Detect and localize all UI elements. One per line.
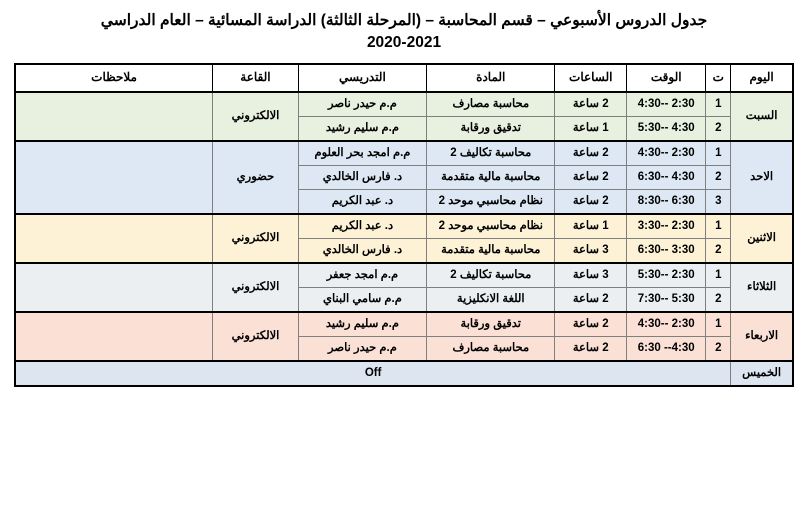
table-row [15,312,793,337]
row-teacher-cell: د. عبد الكريم [298,214,426,239]
row-index-cell: 2 [706,238,731,263]
day-name-cell: الاثنين [731,214,793,263]
table-body [15,92,793,386]
header-teacher: التدريسي [298,64,426,92]
row-index-cell: 3 [706,189,731,214]
row-teacher-cell: م.م حيدر ناصر [298,92,426,117]
day-name-cell: السبت [731,92,793,141]
row-subject-cell: محاسبة تكاليف 2 [427,141,555,166]
row-teacher-cell: م.م حيدر ناصر [298,336,426,361]
row-subject-cell: اللغة الانكليزية [427,287,555,312]
row-hours-cell: 3 ساعة [555,238,627,263]
notes-cell [15,92,213,141]
header-day: اليوم [731,64,793,92]
row-index-cell: 2 [706,165,731,189]
row-hours-cell: 2 ساعة [555,189,627,214]
row-index-cell: 1 [706,214,731,239]
row-teacher-cell: م.م امجد بحر العلوم [298,141,426,166]
page-title [14,10,794,55]
row-index-cell: 1 [706,92,731,117]
day-name-cell: الثلاثاء [731,263,793,312]
row-hours-cell: 2 ساعة [555,92,627,117]
table-header [15,64,793,92]
row-time-cell: 5:30 --7:30 [627,287,706,312]
header-time: الوقت [627,64,706,92]
header-hall: القاعة [213,64,299,92]
row-subject-cell: محاسبة تكاليف 2 [427,263,555,288]
row-index-cell: 2 [706,336,731,361]
notes-cell [15,141,213,214]
row-time-cell: 2:30 --5:30 [627,263,706,288]
header-row [15,64,793,92]
row-hours-cell: 3 ساعة [555,263,627,288]
row-hours-cell: 2 ساعة [555,141,627,166]
row-teacher-cell: م.م سليم رشيد [298,116,426,141]
title-line-2: 2020-2021 [366,34,442,52]
hall-cell: الالكتروني [213,263,299,312]
header-hours: الساعات [555,64,627,92]
row-index-cell: 1 [706,312,731,337]
row-subject-cell: نظام محاسبي موحد 2 [427,189,555,214]
row-subject-cell: نظام محاسبي موحد 2 [427,214,555,239]
row-index-cell: 1 [706,263,731,288]
row-subject-cell: محاسبة مصارف [427,92,555,117]
row-index-cell: 1 [706,141,731,166]
row-subject-cell: محاسبة مالية متقدمة [427,238,555,263]
row-subject-cell: تدقيق ورقابة [427,116,555,141]
row-index-cell: 2 [706,287,731,312]
row-hours-cell: 2 ساعة [555,287,627,312]
notes-cell [15,214,213,263]
header-index: ت [706,64,731,92]
day-name-cell: الاربعاء [731,312,793,361]
row-subject-cell: محاسبة مالية متقدمة [427,165,555,189]
title-line-1: جدول الدروس الأسبوعي – قسم المحاسبة – (المرحلة الثالثة) الدراسة المسائية – العام الدراسي [100,12,708,29]
row-hours-cell: 2 ساعة [555,336,627,361]
hall-cell: الالكتروني [213,214,299,263]
row-hours-cell: 2 ساعة [555,165,627,189]
row-teacher-cell: د. فارس الخالدي [298,238,426,263]
table-row [15,92,793,117]
row-time-cell: 2:30 --3:30 [627,214,706,239]
table-row-off [15,361,793,386]
table-row [15,214,793,239]
row-teacher-cell: م.م امجد جعفر [298,263,426,288]
row-hours-cell: 2 ساعة [555,312,627,337]
row-subject-cell: محاسبة مصارف [427,336,555,361]
table-row [15,141,793,166]
row-time-cell: 3:30 --6:30 [627,238,706,263]
row-index-cell: 2 [706,116,731,141]
row-time-cell: 2:30 --4:30 [627,312,706,337]
hall-cell: الالكتروني [213,92,299,141]
row-time-cell: 2:30 --4:30 [627,92,706,117]
header-notes: ملاحظات [15,64,213,92]
row-teacher-cell: م.م سامي البناي [298,287,426,312]
table-row [15,263,793,288]
row-time-cell: 4:30 --5:30 [627,116,706,141]
hall-cell: حضوري [213,141,299,214]
header-subject: المادة [427,64,555,92]
row-time-cell: 2:30 --4:30 [627,141,706,166]
row-hours-cell: 1 ساعة [555,214,627,239]
off-label-cell: Off [15,361,731,386]
hall-cell: الالكتروني [213,312,299,361]
notes-cell [15,312,213,361]
day-name-cell: الاحد [731,141,793,214]
row-time-cell: 4:30-- 6:30 [627,336,706,361]
row-subject-cell: تدقيق ورقابة [427,312,555,337]
row-time-cell: 6:30 --8:30 [627,189,706,214]
row-teacher-cell: م.م سليم رشيد [298,312,426,337]
row-time-cell: 4:30 --6:30 [627,165,706,189]
row-teacher-cell: د. عبد الكريم [298,189,426,214]
row-hours-cell: 1 ساعة [555,116,627,141]
row-teacher-cell: د. فارس الخالدي [298,165,426,189]
day-name-cell: الخميس [731,361,793,386]
notes-cell [15,263,213,312]
weekly-schedule-table [14,63,794,387]
